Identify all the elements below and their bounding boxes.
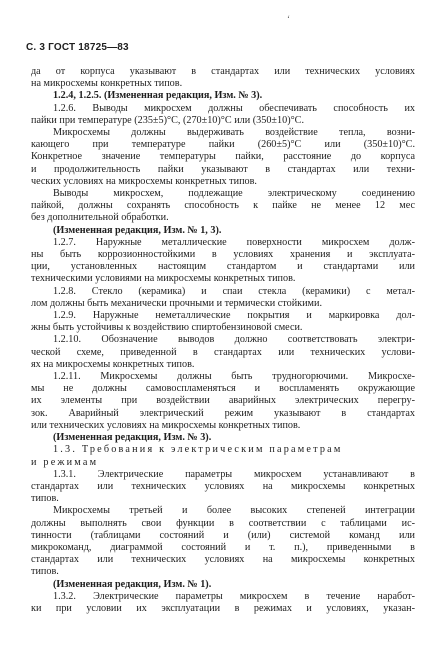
text-line: без дополнительной обработки.: [31, 212, 169, 224]
text-line: 1.3. Требования к электрическим параметрам: [53, 444, 343, 456]
text-line: должны выполнять свои функции в соответствии с таблицами ис-: [31, 517, 415, 529]
paragraph-amend-13: [31, 225, 415, 237]
section-heading-13: [31, 444, 415, 468]
text-line: типов.: [31, 566, 59, 578]
text-line: 1.2.4, 1.2.5. (Измененная редакция, Изм. № 3).: [53, 90, 263, 102]
paragraph-leads: [31, 188, 415, 225]
text-line: ны быть коррозионностойкими в условиях хранения и эксплуата-: [31, 249, 415, 261]
text-line: (Измененная редакция, Изм. № 3).: [53, 432, 212, 444]
text-line: ции, установленных настоящим стандартом и стандартами или: [31, 261, 415, 273]
paragraph-amend-124: [31, 90, 415, 102]
text-line: стандартах или технических условиях на микросхемы конкретных: [31, 554, 415, 566]
text-line: Выводы микросхем, подлежащие электрическому соединению: [53, 188, 415, 200]
text-line: 1.2.9. Наружные неметаллические покрытия и маркировка дол-: [53, 310, 415, 322]
paragraph-132: [31, 591, 415, 615]
text-line: или технических условиях на микросхемы конкретных типов.: [31, 419, 301, 431]
paragraph-129: [31, 310, 415, 334]
text-line: кающего при температуре пайки (260±5)°С или (350±10)°С.: [31, 139, 415, 151]
text-line: зок. Аварийный электрический режим указывают в стандартах: [31, 407, 415, 419]
text-line: и продолжительность пайки указывают в стандартах или техни-: [31, 163, 415, 175]
text-line: тинности (таблицами состояний и (или) системой команд или: [31, 529, 415, 541]
text-line: Конкретное значение температуры пайки, расстояние до корпуса: [31, 151, 415, 163]
paragraph-1211: [31, 371, 415, 432]
text-line: 1.2.7. Наружные металлические поверхности микросхем долж-: [53, 236, 415, 248]
text-line: 1.3.1. Электрические параметры микросхем устанавливают в: [53, 468, 415, 480]
text-line: 1.2.10. Обозначение выводов должно соответствовать электри-: [53, 334, 415, 346]
paragraph-amend-3: [31, 432, 415, 444]
text-line: Микросхемы третьей и более высоких степеней интеграции: [53, 505, 415, 517]
text-line: лом должны быть механически прочными и термически стойкими.: [31, 297, 322, 309]
paragraph-131: [31, 469, 415, 506]
text-line: микрокоманд, диаграммой состояний и т. п.), приведенными в: [31, 541, 415, 553]
paragraph-amend-1: [31, 579, 415, 591]
paragraph-128: [31, 286, 415, 310]
paragraph-cont: [31, 66, 415, 90]
paragraph-127: [31, 237, 415, 286]
text-line: 1.2.6. Выводы микросхем должны обеспечивать способность их: [53, 102, 415, 114]
paragraph-heat: [31, 127, 415, 188]
paragraph-1210: [31, 334, 415, 371]
text-line: пайкой, должны сохранять способность к пайке не менее 12 мес: [31, 200, 415, 212]
page-header: С. 3 ГОСТ 18725—83: [26, 42, 129, 53]
text-line: Микросхемы должны выдерживать воздействие тепла, возни-: [53, 127, 415, 139]
text-line: стандартах или технических условиях на микросхемы конкретных: [31, 480, 415, 492]
corner-mark: ‘: [287, 14, 290, 24]
text-line: (Измененная редакция, Изм. № 1, 3).: [53, 224, 222, 236]
paragraph-126: [31, 103, 415, 127]
text-line: мы не должны самовоспламеняться и воспламенять окружающие: [31, 383, 415, 395]
text-line: ях на микросхемы конкретных типов.: [31, 358, 195, 370]
text-line: пайки при температуре (235±5)°С, (270±10)°С или (350±10)°С.: [31, 114, 305, 126]
text-line: типов.: [31, 493, 59, 505]
text-line: техническими условиями на микросхемы конкретных типов.: [31, 273, 296, 285]
text-line: 1.2.8. Стекло (керамика) и спаи стекла (керамики) с метал-: [53, 285, 415, 297]
document-body: [31, 66, 415, 615]
text-line: да от корпуса указывают в стандартах или технических условиях: [31, 66, 415, 77]
text-line: и режимам: [31, 456, 99, 468]
text-line: (Измененная редакция, Изм. № 1).: [53, 578, 212, 590]
paragraph-integration: [31, 505, 415, 578]
text-line: ки при условии их эксплуатации в режимах и условиях, указан-: [31, 602, 415, 614]
text-line: жны быть устойчивы к воздействию спиртобензиновой смеси.: [31, 322, 303, 334]
text-line: ческой схеме, приведенной в стандартах или технических услови-: [31, 346, 415, 358]
text-line: 1.3.2. Электрические параметры микросхем в течение наработ-: [53, 590, 415, 602]
text-line: их элементы при воздействии аварийных электрических перегру-: [31, 395, 415, 407]
text-line: ческих условиях на микросхемы конкретных типов.: [31, 175, 257, 187]
text-line: на микросхемы конкретных типов.: [31, 78, 183, 90]
text-line: 1.2.11. Микросхемы должны быть трудногорючими. Микросхе-: [53, 371, 415, 383]
